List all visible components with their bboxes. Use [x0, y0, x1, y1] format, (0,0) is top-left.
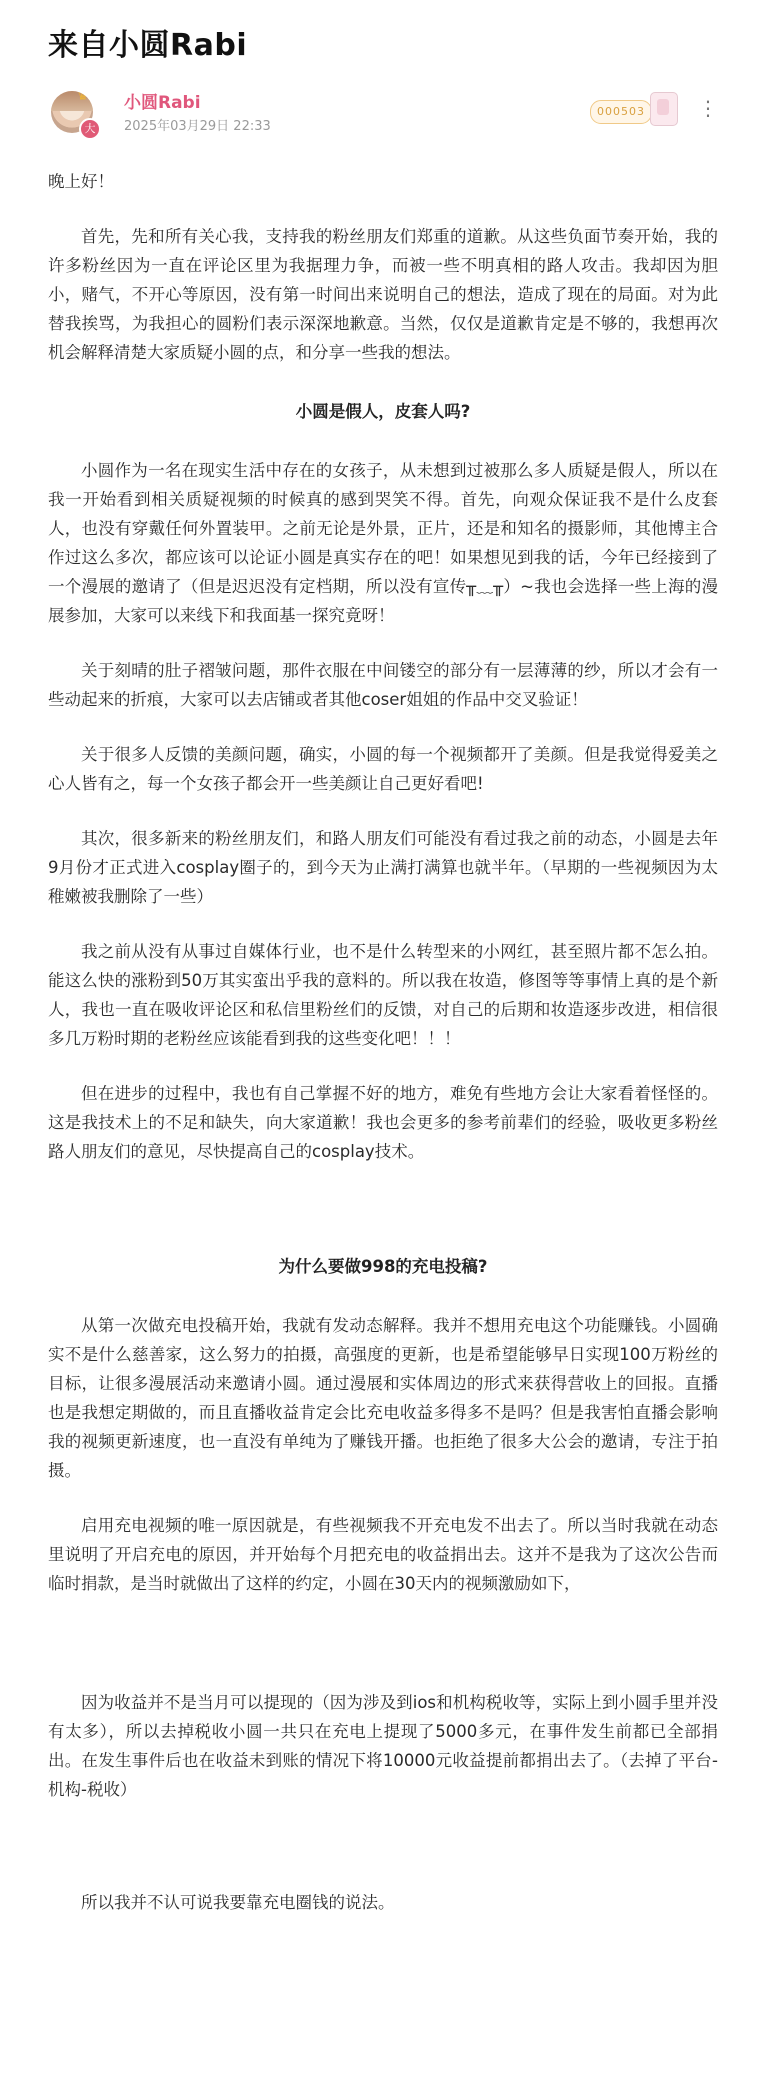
paragraph: 关于很多人反馈的美颜问题，确实，小圆的每一个视频都开了美颜。但是我觉得爱美之心人皆有之，每一个女孩子都会开一些美颜让自己更好看吧!	[48, 745, 718, 793]
author-name[interactable]: 小圆Rabi	[124, 93, 201, 113]
paragraph: 启用充电视频的唯一原因就是，有些视频我不开充电发不出去了。所以当时我就在动态里说明了开启充电的原因，并开始每个月把充电的收益捐出去。这并不是我为了这次公告而临时捐款，是当时就做出了这样的约定，小圆在30天内的视频激励如下，	[48, 1516, 718, 1593]
badge: 大	[79, 118, 101, 140]
section-heading: 为什么要做998的充电投稿?	[278, 1257, 488, 1276]
crown-icon: ♛	[77, 91, 89, 104]
paragraph: 我之前从没有从事过自媒体行业，也不是什么转型来的小网红，甚至照片都不怎么拍。能这么快的涨粉到50万其实蛮出乎我的意料的。所以我在妆造，修图等等事情上真的是个新人，我也一直在吸收评论区和私信里粉丝们的反馈，对自己的后期和妆造逐步改进，相信很多几万粉时期的老粉丝应该能看到我的这些变化吧！！！	[48, 942, 718, 1048]
paragraph: 其次，很多新来的粉丝朋友们，和路人朋友们可能没有看过我之前的动态，小圆是去年9月份才正式进入cosplay圈子的，到今天为止满打满算也就半年。（早期的一些视频因为太稚嫩被我删除了一些）	[48, 829, 718, 906]
paragraph: 首先，先和所有关心我，支持我的粉丝朋友们郑重的道歉。从这些负面节奏开始，我的许多粉丝因为一直在评论区里为我据理力争，而被一些不明真相的路人攻击。我却因为胆小，赌气，不开心等原因，没有第一时间出来说明自己的想法，造成了现在的局面。对为此替我挨骂，为我担心的圆粉们表示深深地歉意。当然，仅仅是道歉肯定是不够的，我想再次机会解释清楚大家质疑小圆的点，和分享一些我的想法。	[48, 227, 718, 362]
article-body	[48, 155, 718, 1917]
post-time: 2025年03月29日 22:33	[124, 119, 271, 134]
paragraph: 小圆作为一名在现实生活中存在的女孩子，从未想到过被那么多人质疑是假人，所以在我一开始看到相关质疑视频的时候真的感到哭笑不得。首先，向观众保证我不是什么皮套人，也没有穿戴任何外置装甲。之前无论是外景，正片，还是和知名的摄影师，其他博主合作过这么多次，都应该可以论证小圆是真实存在的吧！如果想见到我的话，今年已经接到了一个漫展的邀请了（但是迟迟没有定档期，所以没有宣传╥﹏╥）~我也会选择一些上海的漫展参加，大家可以来线下和我面基一探究竟呀！	[48, 461, 718, 625]
paragraph: 但在进步的过程中，我也有自己掌握不好的地方，难免有些地方会让大家看着怪怪的。这是我技术上的不足和缺失，向大家道歉！我也会更多的参考前辈们的经验，吸收更多粉丝路人朋友们的意见，尽快提高自己的cosplay技术。	[48, 1084, 718, 1161]
more-vertical-icon[interactable]: ⋮	[698, 96, 718, 120]
paragraph: 晚上好！	[48, 172, 114, 191]
paragraph: 所以我并不认可说我要靠充电圈钱的说法。	[81, 1893, 395, 1912]
paragraph: 因为收益并不是当月可以提现的（因为涉及到ios和机构税收等，实际上到小圆手里并没有太多），所以去掉税收小圆一共只在充电上提现了5000多元，在事件发生前都已全部捐出。在发生事件后也在收益未到账的情况下将10000元收益提前都捐出去了。（去掉了平台-机构-税收）	[48, 1693, 718, 1799]
page-title: 来自小圆Rabi	[48, 28, 248, 63]
paragraph: 从第一次做充电投稿开始，我就有发动态解释。我并不想用充电这个功能赚钱。小圆确实不是什么慈善家，这么努力的拍摄，高强度的更新，也是希望能够早日实现100万粉丝的目标，让很多漫展活动来邀请小圆。通过漫展和实体周边的形式来获得营收上的回报。直播也是我想定期做的，而且直播收益肯定会比充电收益多得多不是吗？但是我害怕直播会影响我的视频更新速度，也一直没有单纯为了赚钱开播。也拒绝了很多大公会的邀请，专注于拍摄。	[48, 1316, 718, 1480]
paragraph: 关于刻晴的肚子褶皱问题，那件衣服在中间镂空的部分有一层薄薄的纱，所以才会有一些动起来的折痕，大家可以去店铺或者其他coser姐姐的作品中交叉验证！	[48, 661, 718, 709]
fan-tag[interactable]: 000503	[590, 100, 652, 124]
section-heading: 小圆是假人，皮套人吗?	[295, 402, 471, 421]
fan-card-icon[interactable]	[650, 92, 678, 126]
author-row	[48, 86, 718, 142]
